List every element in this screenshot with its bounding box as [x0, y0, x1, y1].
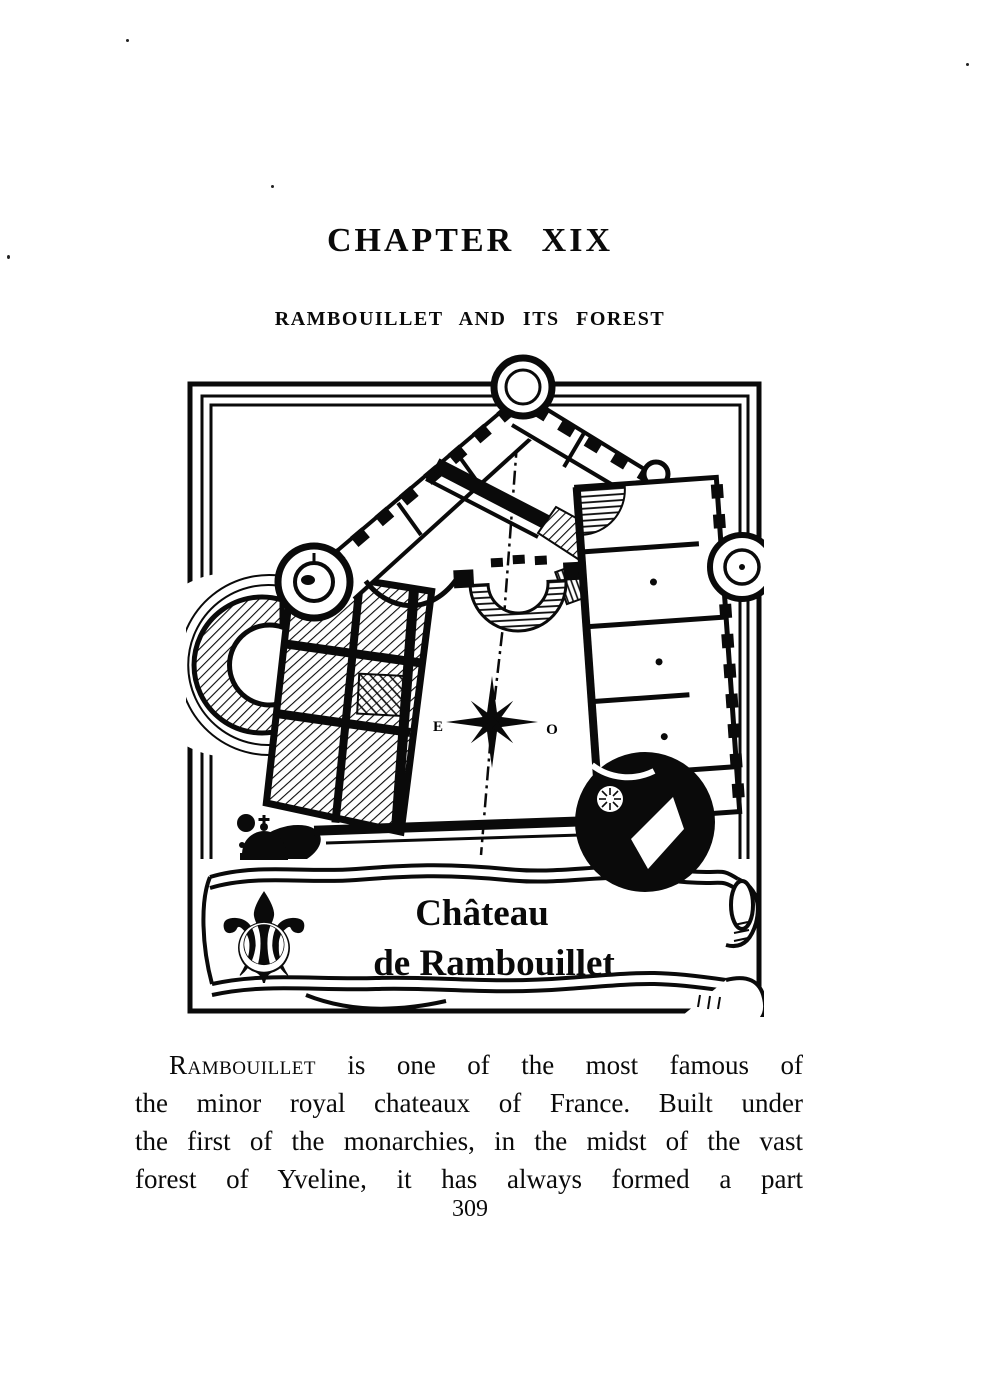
- chapter-heading: CHAPTER XIX: [326, 222, 614, 259]
- chateau-plan-illustration: [186, 347, 764, 1017]
- body-paragraph: [135, 1046, 803, 1198]
- print-speck: [966, 63, 969, 66]
- line1-rest: is one of the most famous of: [316, 1050, 803, 1080]
- garden-blob: [237, 814, 255, 832]
- left-tower: [278, 546, 350, 618]
- grande-tour: [575, 752, 715, 892]
- paragraph-line: the minor royal chateaux of France. Built under: [135, 1088, 803, 1118]
- page-number: 309: [452, 1196, 488, 1222]
- right-tower: [710, 535, 764, 599]
- compass-west-label: O: [546, 722, 558, 738]
- compass-east-label: E: [432, 719, 444, 735]
- caption-line-1: Château: [415, 893, 549, 934]
- print-speck: [271, 185, 274, 188]
- paragraph-line: [135, 1046, 803, 1084]
- caption-line-2: de Rambouillet: [373, 943, 615, 984]
- chateau-plan-svg: [186, 347, 764, 1017]
- paragraph-line: forest of Yveline, it has always formed a part: [135, 1164, 803, 1194]
- paragraph-line: the first of the monarchies, in the midst of the vast: [135, 1126, 803, 1156]
- lead-word: Rambouillet: [169, 1050, 316, 1080]
- apex-tower: [491, 355, 555, 419]
- chapter-subtitle: RAMBOUILLET AND ITS FOREST: [274, 308, 666, 330]
- fleur-de-lis-icon: ⚜: [207, 866, 321, 1013]
- print-speck: [126, 39, 129, 42]
